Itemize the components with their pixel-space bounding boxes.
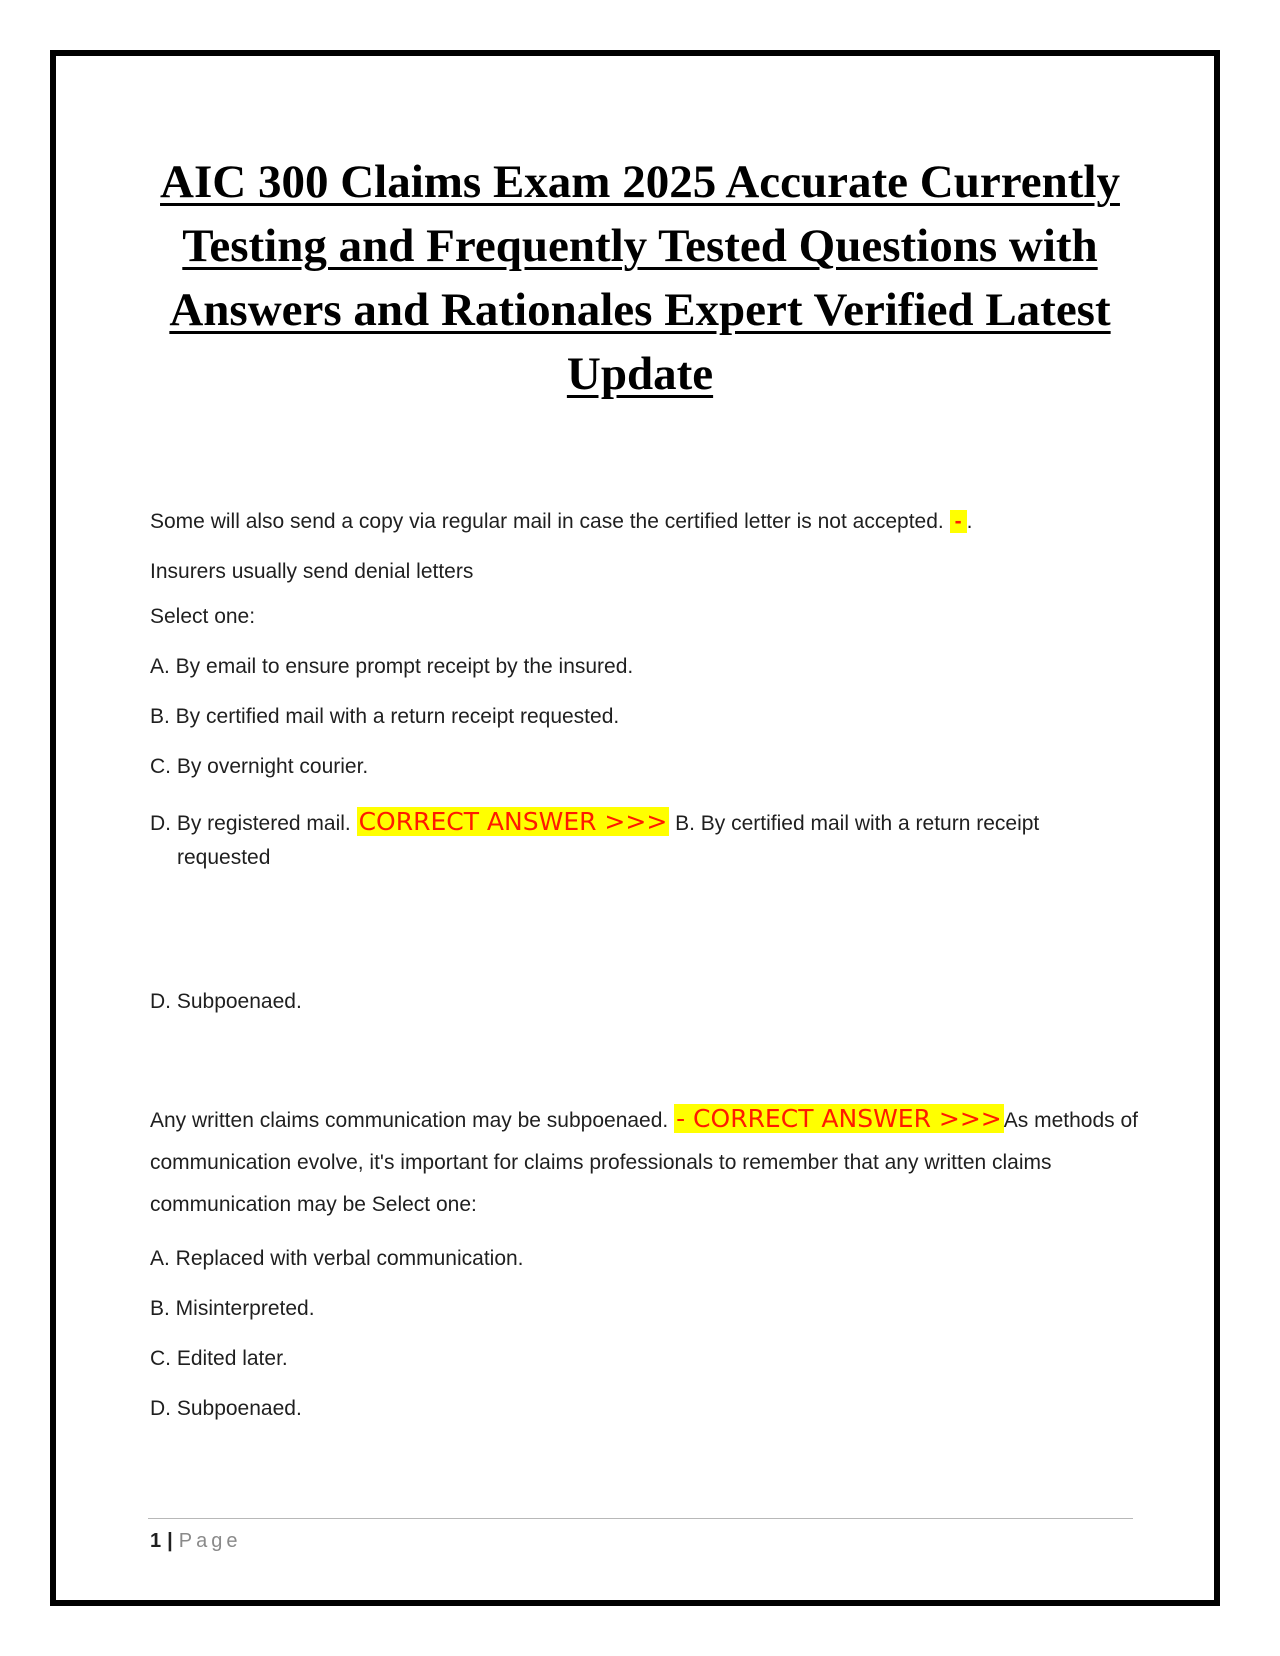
q1-answer-text-continued: requested	[177, 846, 271, 869]
q2-paragraph	[150, 1098, 1140, 1226]
answer-d-subpoenaed: D. Subpoenaed.	[150, 990, 302, 1013]
q2-lead-text: Any written claims communication may be subpoenaed.	[150, 1109, 675, 1132]
q1-option-d: D. By registered mail.	[150, 812, 357, 835]
q2-question-text: As methods of communication evolve, it's important for claims professionals to remember that any written claims communication may be Select one:	[150, 1109, 1138, 1216]
footer-divider	[148, 1518, 1133, 1519]
q1-correct-answer-label: CORRECT ANSWER >>>	[358, 807, 668, 836]
q1-lead-line	[150, 508, 972, 536]
q2-option-c: C. Edited later.	[150, 1347, 288, 1370]
q2-option-a: A. Replaced with verbal communication.	[150, 1247, 524, 1270]
page-footer	[150, 1528, 241, 1554]
page-separator: |	[167, 1530, 173, 1552]
q1-select-prompt: Select one:	[150, 605, 256, 628]
q1-question: Insurers usually send denial letters	[150, 560, 474, 583]
q1-option-c: C. By overnight courier.	[150, 755, 369, 778]
q1-lead-marker: -	[950, 510, 967, 533]
q2-option-b: B. Misinterpreted.	[150, 1297, 315, 1320]
q1-option-b: B. By certified mail with a return receipt requested.	[150, 705, 620, 728]
q1-lead-end: .	[966, 510, 973, 533]
page-number: 1	[150, 1530, 162, 1552]
q1-answer-text: B. By certified mail with a return receipt	[669, 812, 1040, 835]
q2-correct-answer-label: - CORRECT ANSWER >>>	[676, 1104, 1002, 1133]
q2-option-d: D. Subpoenaed.	[150, 1397, 302, 1420]
q1-option-d-line	[150, 805, 1039, 875]
page-label: Page	[178, 1530, 242, 1552]
document-title: AIC 300 Claims Exam 2025 Accurate Currently Testing and Frequently Tested Questions with Answers and Rationales Expert Verified Latest Update	[160, 156, 1120, 400]
q1-lead-text: Some will also send a copy via regular mail in case the certified letter is not accepted.	[150, 510, 950, 533]
q1-option-a: A. By email to ensure prompt receipt by the insured.	[150, 655, 634, 678]
